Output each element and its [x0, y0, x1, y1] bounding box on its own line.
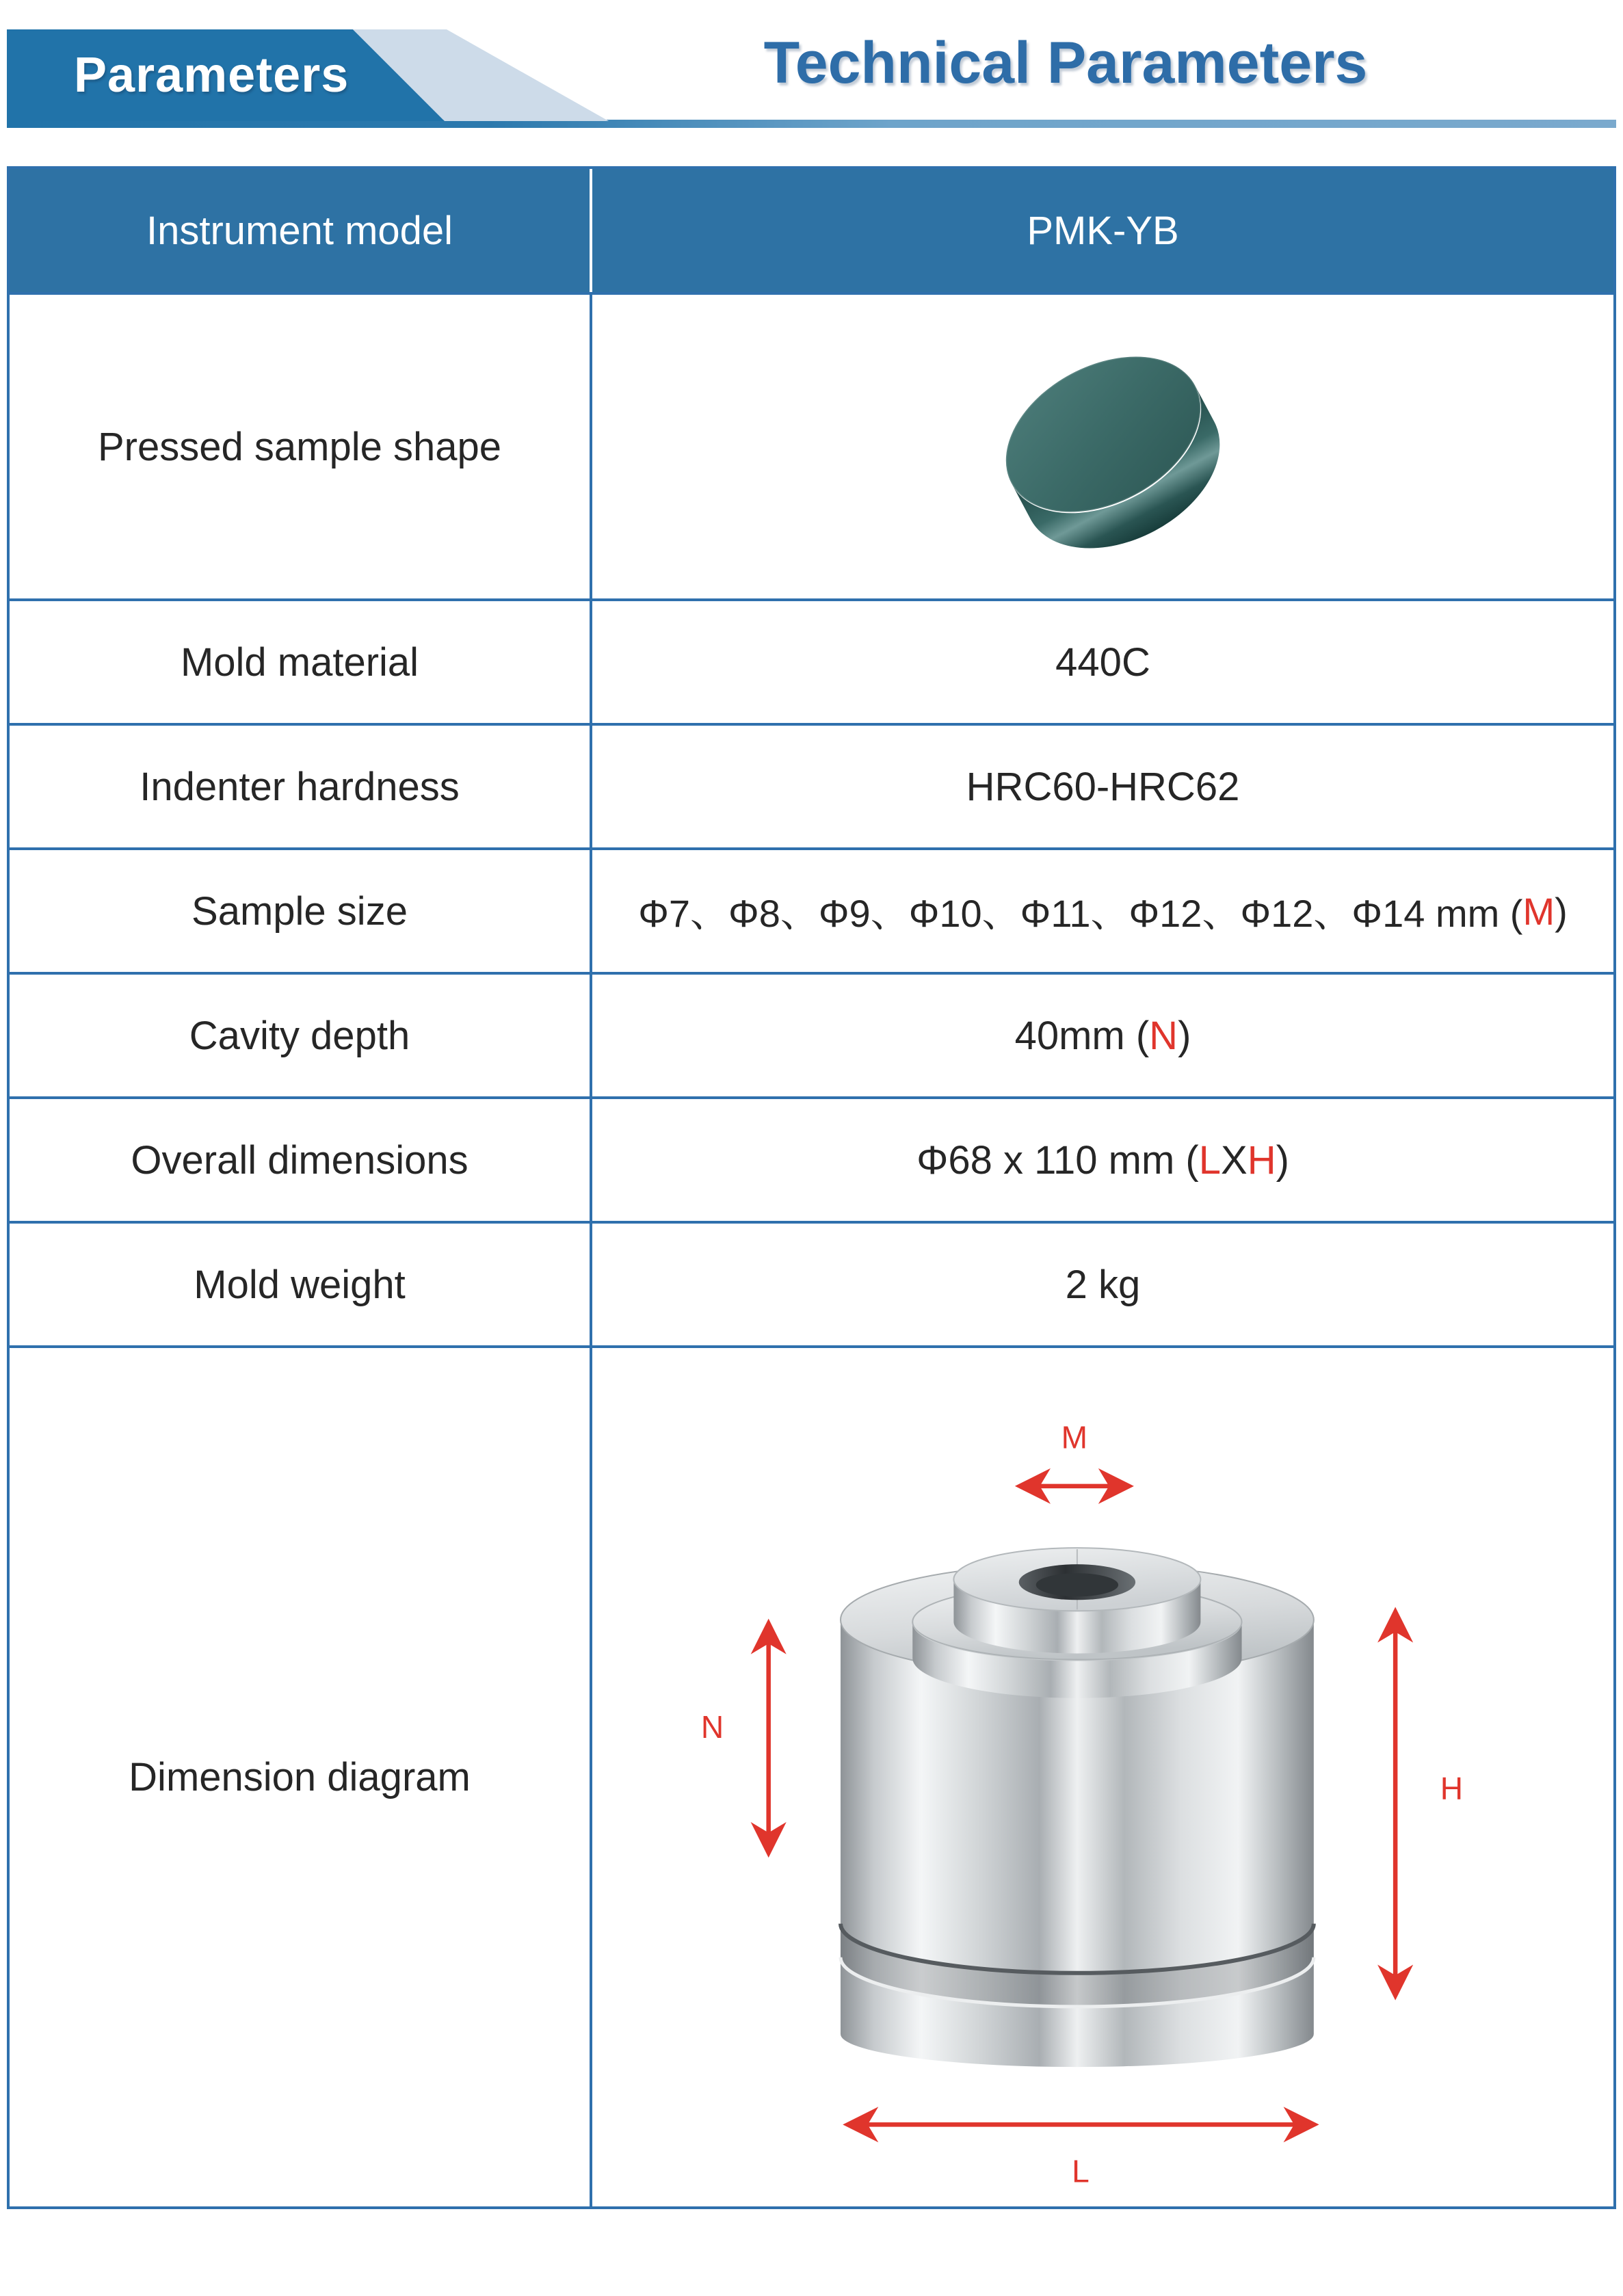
value-part: ): [1178, 1013, 1191, 1058]
table-row-mold-weight: [10, 1224, 1613, 1348]
row-label-sample-size: Sample size: [10, 850, 592, 972]
mold-cylinder: [841, 1548, 1314, 2067]
value-part: Φ7、Φ8、Φ9、Φ10、Φ11、Φ12、Φ12、Φ14 mm (: [638, 892, 1523, 935]
table-row-overall-dimensions: [10, 1099, 1613, 1224]
row-value-mold-material: 440C: [1055, 639, 1150, 685]
table-row-indenter-hardness: [10, 726, 1613, 850]
parameters-table: [7, 166, 1616, 2209]
value-part-red: M: [1522, 889, 1555, 933]
row-value-mold-weight: 2 kg: [1065, 1262, 1141, 1307]
row-value-pressed-sample-shape: [592, 295, 1613, 598]
row-label-mold-weight: Mold weight: [10, 1224, 592, 1345]
disc-shape: [979, 330, 1239, 563]
value-part: X: [1221, 1137, 1248, 1183]
table-row-dimension-diagram: [10, 1348, 1613, 2206]
mold-dimension-diagram-image: [592, 1348, 1613, 2206]
dim-label-n: N: [700, 1708, 724, 1745]
row-label-pressed-sample-shape: Pressed sample shape: [10, 295, 592, 598]
row-label-indenter-hardness: Indenter hardness: [10, 726, 592, 847]
dim-label-l: L: [1072, 2153, 1090, 2189]
dim-label-h: H: [1440, 1771, 1464, 1807]
table-row-pressed-sample-shape: [10, 295, 1613, 601]
row-label-dimension-diagram: Dimension diagram: [10, 1348, 592, 2206]
value-part: ): [1276, 1137, 1289, 1183]
table-row-instrument-model: [10, 169, 1613, 295]
table-row-mold-material: [10, 601, 1613, 726]
row-label-mold-material: Mold material: [10, 601, 592, 723]
row-value-sample-size: [592, 850, 1613, 972]
value-part: Φ68 x 110 mm (: [916, 1137, 1199, 1183]
value-part: ): [1555, 889, 1568, 933]
row-label-cavity-depth: Cavity depth: [10, 975, 592, 1096]
value-part-red: N: [1149, 1013, 1178, 1058]
row-value-cavity-depth: [592, 975, 1613, 1096]
row-value-instrument-model: PMK-YB: [592, 169, 1613, 292]
row-value-dimension-diagram: [592, 1348, 1613, 2206]
table-row-sample-size: [10, 850, 1613, 975]
row-value-overall-dimensions: [592, 1099, 1613, 1221]
value-part: 40mm (: [1014, 1013, 1150, 1058]
value-part-red: H: [1247, 1137, 1276, 1183]
value-part-red: L: [1198, 1137, 1221, 1183]
pressed-sample-disc-image: [966, 330, 1240, 563]
table-row-cavity-depth: [10, 975, 1613, 1099]
ribbon-label: Parameters: [74, 48, 349, 103]
row-label-overall-dimensions: Overall dimensions: [10, 1099, 592, 1221]
dim-label-m: M: [1061, 1419, 1088, 1455]
row-value-indenter-hardness: HRC60-HRC62: [966, 764, 1240, 809]
page-title: Technical Parameters: [763, 29, 1368, 96]
row-label-instrument-model: Instrument model: [10, 169, 592, 292]
